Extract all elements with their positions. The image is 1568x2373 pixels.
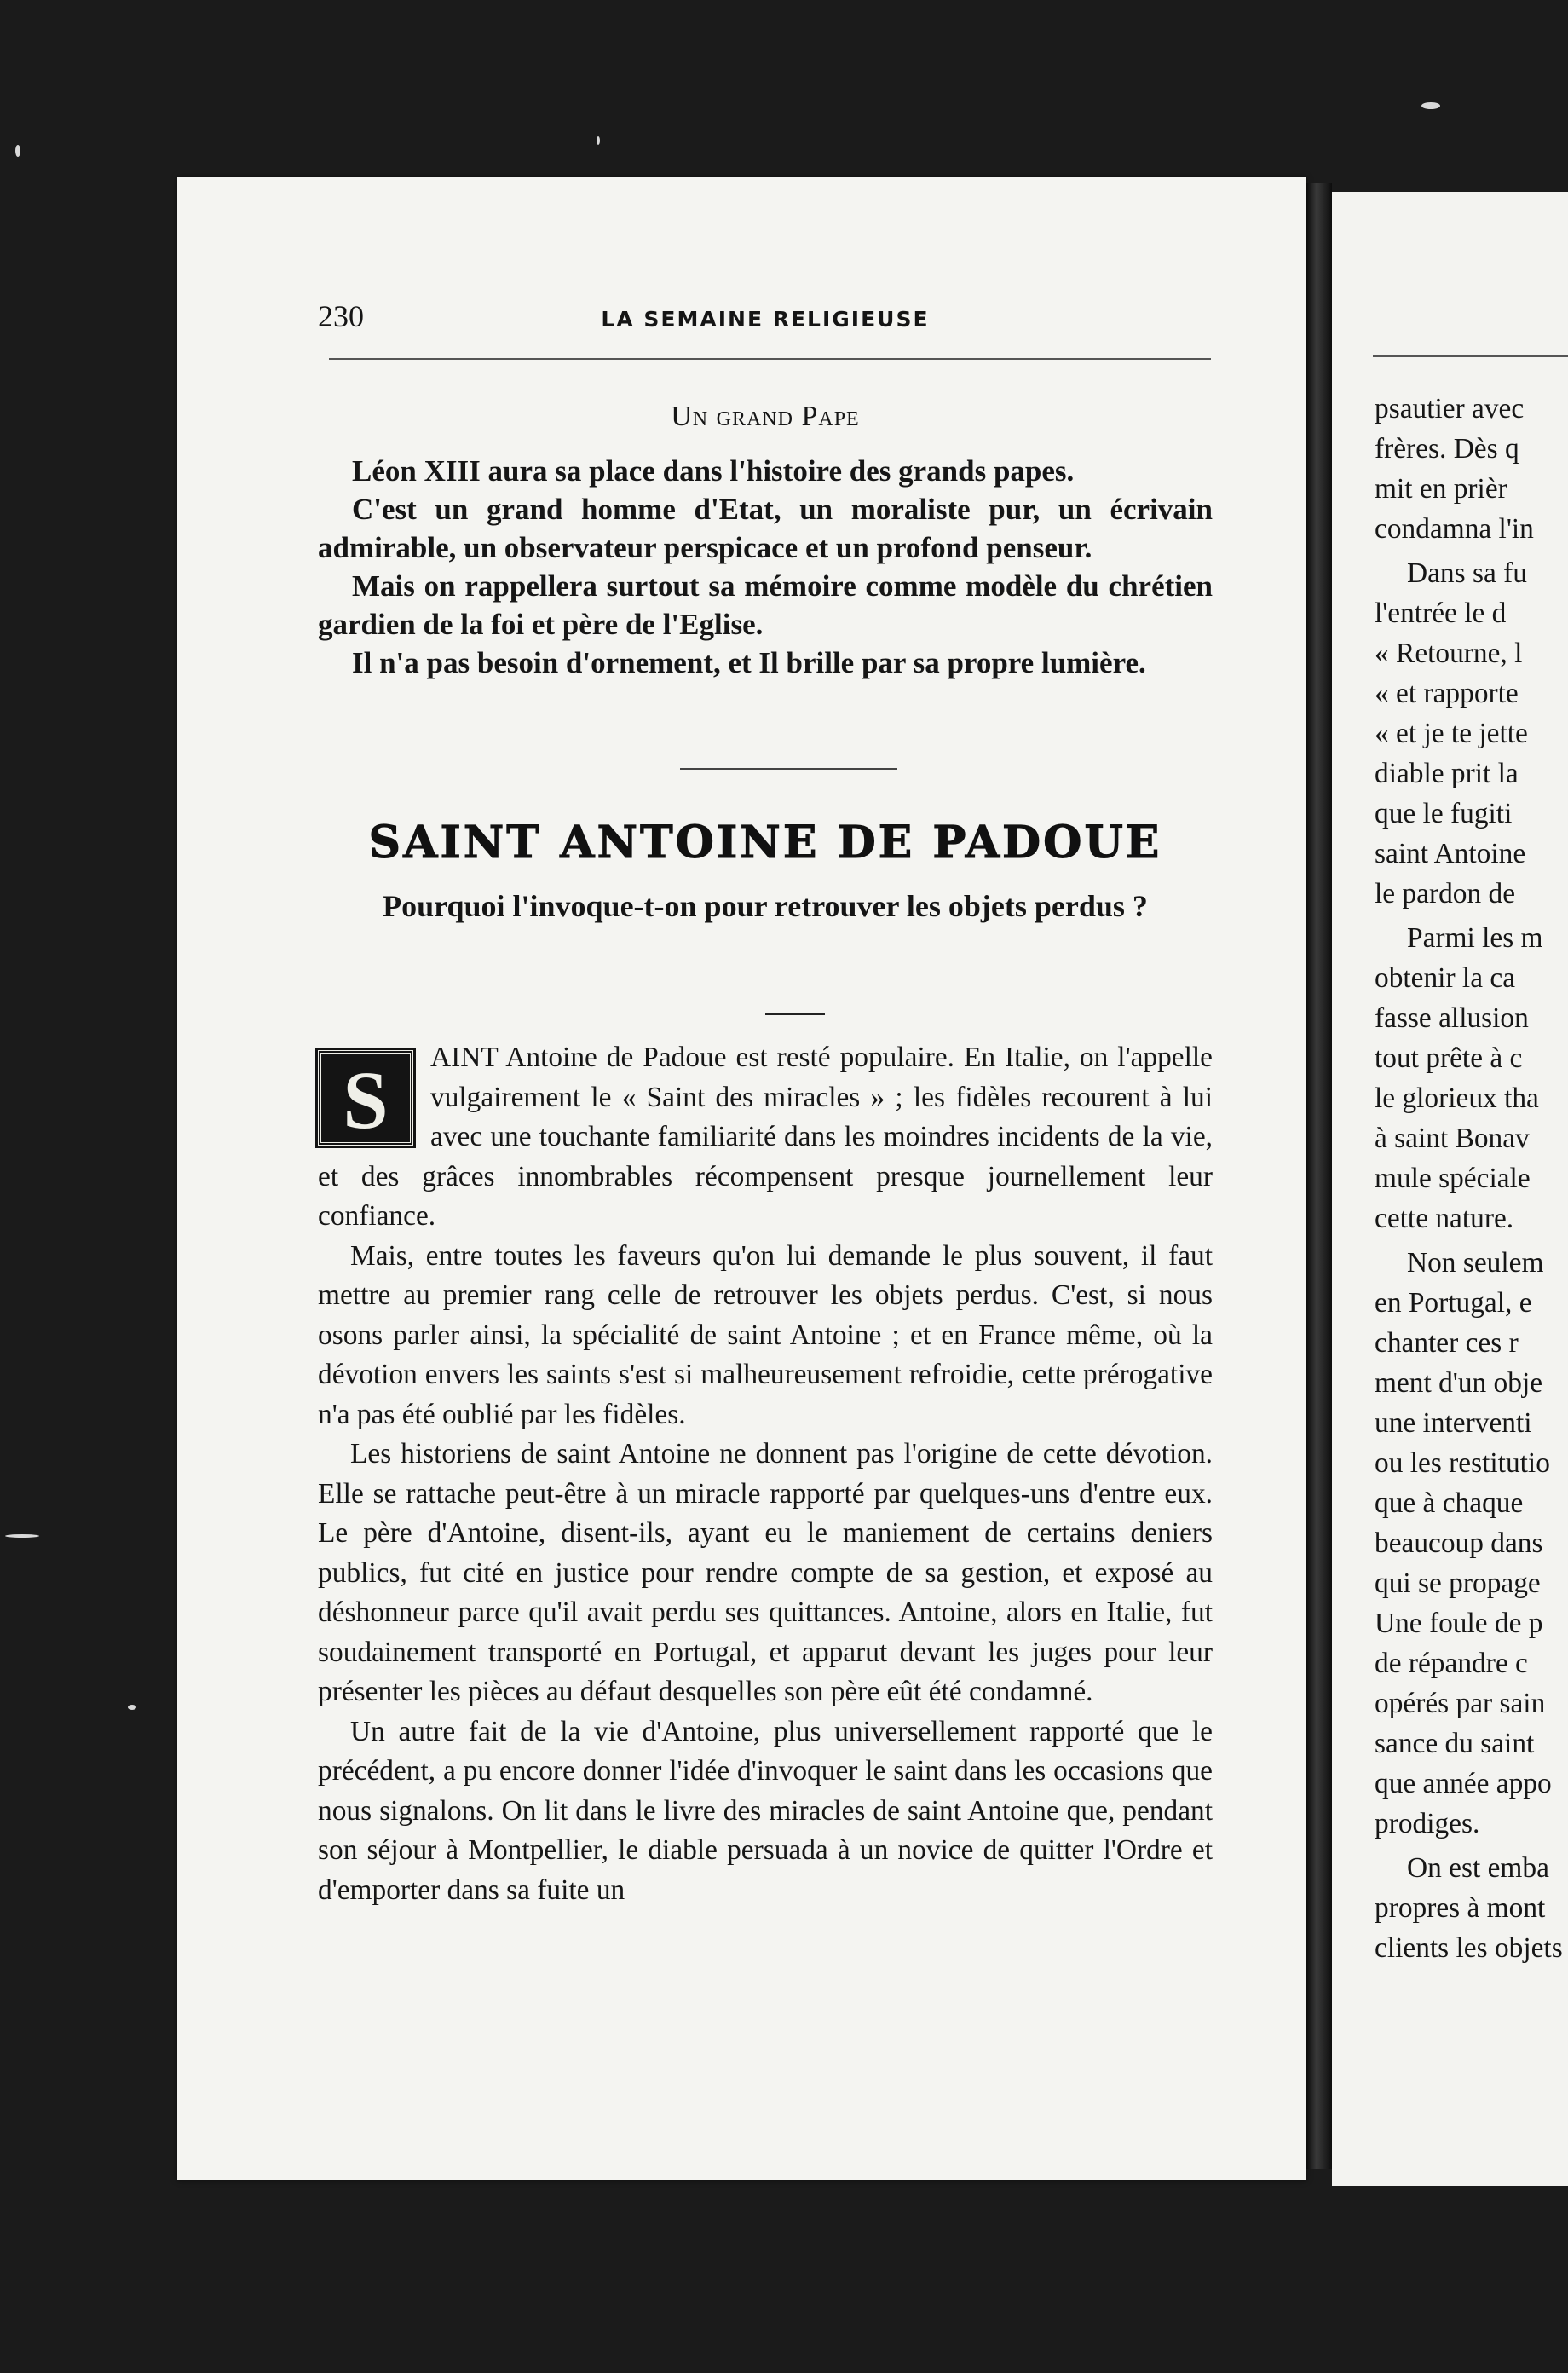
book-gutter	[1306, 183, 1332, 2169]
text-line: saint Antoine	[1375, 838, 1526, 869]
book-page-left	[177, 177, 1306, 2180]
text-line: prodiges.	[1375, 1808, 1480, 1839]
text-line: condamna l'in	[1375, 513, 1534, 545]
running-header	[318, 298, 1213, 341]
text-line: mit en prièr	[1375, 473, 1507, 505]
paragraph: Les historiens de saint Antoine ne donnent pas l'origine de cette dévotion. Elle se rattache peut-être à un miracle rapporté par quelques-uns d'entre eux. Le père d'Antoine, disent-ils, ayant eu le maniement de certains deniers publics, fut cité en justice pour rendre compte de sa gestion, et exposé au déshonneur parce qu'il avait perdu ses quittances. Antoine, alors en Italie, fut soudainement transporté en Portugal, et apparut devant les juges pour leur présenter les pièces au défaut desquelles son père eût été condamné.	[318, 1438, 1213, 1707]
text-line: à saint Bonav	[1375, 1123, 1530, 1154]
book-page-right	[1332, 192, 1568, 2186]
ornamental-initial: S	[318, 1050, 413, 1146]
article-subtitle: Pourquoi l'invoque-t-on pour retrouver les objets perdus ?	[383, 889, 1148, 923]
text-line: opérés par sain	[1375, 1688, 1546, 1719]
paragraph: Mais, entre toutes les faveurs qu'on lui demande le plus souvent, il faut mettre au premier rang celle de retrouver les objets perdus. C'est, si nous osons parler ainsi, la spécialité de saint Antoine ; et en France même, où la dévotion envers les saints s'est si malheureusement refroidie, cette prérogative n'a pas été oublié par les fidèles.	[318, 1239, 1213, 1430]
text-line: que année appo	[1375, 1768, 1552, 1799]
section-text	[318, 452, 1213, 682]
text-line: que le fugiti	[1375, 798, 1513, 829]
text-line: fasse allusion	[1375, 1002, 1529, 1034]
text-line: « Retourne, l	[1375, 638, 1523, 669]
text-line: le pardon de	[1375, 878, 1516, 909]
text-line: frères. Dès q	[1375, 433, 1519, 465]
title-divider	[765, 1013, 825, 1015]
text-line: beaucoup dans	[1375, 1527, 1543, 1559]
text-line: ment d'un obje	[1375, 1367, 1543, 1399]
text-line: tout prête à c	[1375, 1042, 1523, 1074]
paragraph	[318, 1038, 1213, 1237]
page-number: 230	[318, 299, 364, 333]
text-line: propres à mont	[1375, 1892, 1546, 1924]
text-line: de répandre c	[1375, 1648, 1528, 1679]
text-line: psautier avec	[1375, 393, 1525, 424]
section-title: Un grand Pape	[671, 401, 860, 432]
text-line: Parmi les m	[1407, 922, 1543, 954]
paragraph: Il n'a pas besoin d'ornement, et Il brille par sa propre lumière.	[352, 646, 1146, 679]
dust-speck	[5, 1534, 39, 1538]
dust-speck	[128, 1705, 136, 1710]
dust-speck	[15, 145, 20, 157]
text-line: cette nature.	[1375, 1203, 1514, 1234]
text-line: Dans sa fu	[1407, 557, 1527, 589]
text-line: qui se propage	[1375, 1568, 1541, 1599]
text-line: mule spéciale	[1375, 1163, 1531, 1194]
text-line: l'entrée le d	[1375, 598, 1507, 629]
text-line: Une foule de p	[1375, 1608, 1543, 1639]
running-title: LA SEMAINE RELIGIEUSE	[601, 307, 930, 332]
paragraph-text: AINT Antoine de Padoue est resté populaire. En Italie, on l'appelle vulgairement le « Saint des miracles » ; les fidèles recourent à lui avec une touchante familiarité dans les moindres incidents de la vie, et des grâces innombrables récompensent presque journellement leur confiance.	[318, 1042, 1213, 1232]
text-line: chanter ces r	[1375, 1327, 1519, 1359]
text-line: diable prit la	[1375, 758, 1519, 789]
article-title: SAINT ANTOINE DE PADOUE	[368, 817, 1162, 869]
text-line: « et rapporte	[1375, 678, 1519, 709]
paragraph: C'est un grand homme d'Etat, un moraliste pur, un écrivain admirable, un observateur perspicace et un profond penseur.	[318, 493, 1213, 564]
article-body	[318, 1038, 1213, 1910]
text-line: sance du saint	[1375, 1728, 1535, 1759]
text-line: que à chaque	[1375, 1487, 1524, 1519]
text-line: clients les objets	[1375, 1932, 1563, 1964]
dust-speck	[597, 136, 600, 145]
text-line: le glorieux tha	[1375, 1083, 1539, 1114]
text-line: « et je te jette	[1375, 718, 1528, 749]
header-rule	[329, 358, 1211, 360]
paragraph: Léon XIII aura sa place dans l'histoire des grands papes.	[352, 454, 1075, 488]
header-rule	[1373, 355, 1568, 357]
text-line: On est emba	[1407, 1852, 1549, 1884]
paragraph: Mais on rappellera surtout sa mémoire comme modèle du chrétien gardien de la foi et père de l'Eglise.	[318, 569, 1213, 641]
text-line: obtenir la ca	[1375, 962, 1516, 994]
text-line: ou les restitutio	[1375, 1447, 1550, 1479]
text-line: en Portugal, e	[1375, 1287, 1532, 1319]
dust-speck	[1421, 102, 1440, 109]
text-line: Non seulem	[1407, 1247, 1544, 1279]
paragraph: Un autre fait de la vie d'Antoine, plus universellement rapporté que le précédent, a pu encore donner l'idée d'invoquer le saint dans les occasions que nous signalons. On lit dans le livre des miracles de saint Antoine que, pendant son séjour à Montpellier, le diable persuada à un novice de quitter l'Ordre et d'emporter dans sa fuite un	[318, 1715, 1213, 1906]
text-line: une interventi	[1375, 1407, 1532, 1439]
section-divider	[680, 768, 897, 770]
